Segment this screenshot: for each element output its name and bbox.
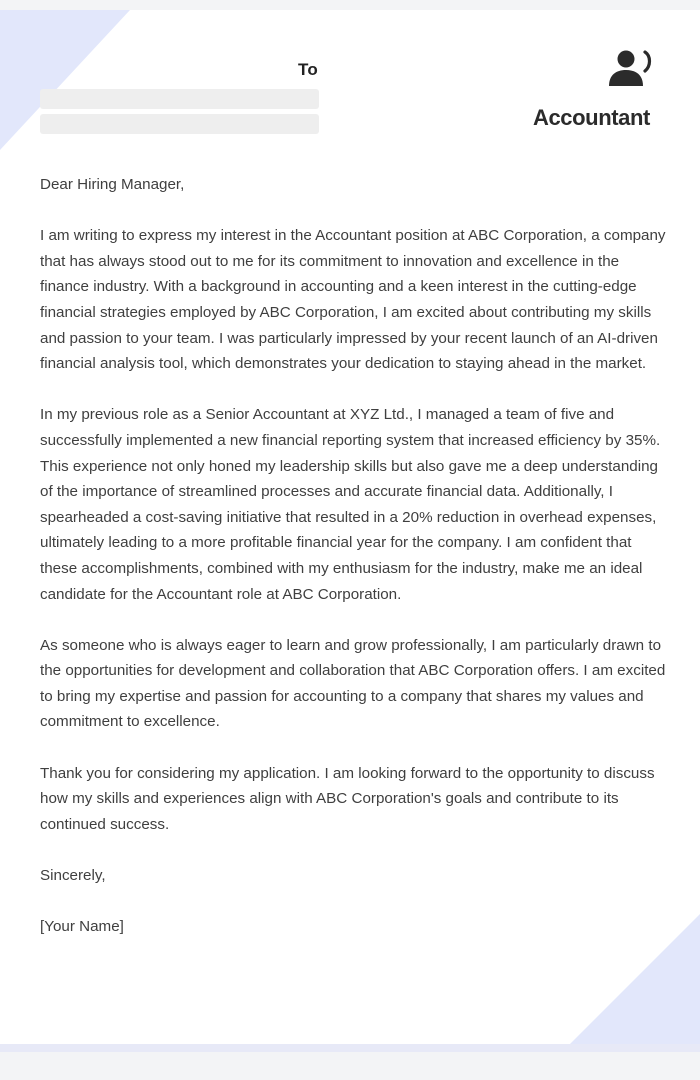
page-shadow-band [0, 1044, 700, 1052]
paragraph: Thank you for considering my application. I am looking forward to the opportunity to discuss how my skills and experiences align with ABC Corporation's goals and contribute to its continued success. [40, 764, 655, 833]
role-title: Accountant [532, 105, 650, 130]
letter-page [0, 10, 700, 1044]
user-icon [606, 46, 652, 92]
paragraph: As someone who is always eager to learn and grow professionally, I am particularly drawn to the opportunities for development and collaboration that ABC Corporation offers. I am excited to bring my expertise and passion for accounting to a company that shares my values and commitment to excellence. [40, 636, 666, 731]
recipient-address-placeholder [40, 89, 319, 109]
signature: [Your Name] [40, 918, 124, 936]
salutation: Dear Hiring Manager, [40, 176, 185, 193]
paragraph: I am writing to express my interest in the Accountant position at ABC Corporation, a company that has always stood out to me for its commitment to innovation and excellence in the finance industry. With a background in accounting and a keen interest in the cutting-edge financial strategies employed by ABC Corporation, I am excited about contributing my skills and passion to your team. I was particularly impressed by your recent launch of an AI-driven financial analysis tool, which demonstrates your dedication to staying ahead in the market. [40, 227, 666, 373]
paragraph: In my previous role as a Senior Accountant at XYZ Ltd., I managed a team of five and successfully implemented a new financial reporting system that increased efficiency by 35%. This experience not only honed my leadership skills but also gave me a deep understanding of the importance of streamlined processes and accurate financial data. Additionally, I spearheaded a cost-saving initiative that resulted in a 20% reduction in overhead expenses, ultimately leading to a more profitable financial year for the company. I am confident that these accomplishments, combined with my enthusiasm for the industry, make me an ideal candidate for the Accountant role at ABC Corporation. [40, 406, 661, 603]
letter-body [40, 172, 666, 940]
recipient-label: To [298, 60, 318, 79]
recipient-address-placeholder [40, 114, 319, 134]
closing: Sincerely, [40, 867, 106, 885]
